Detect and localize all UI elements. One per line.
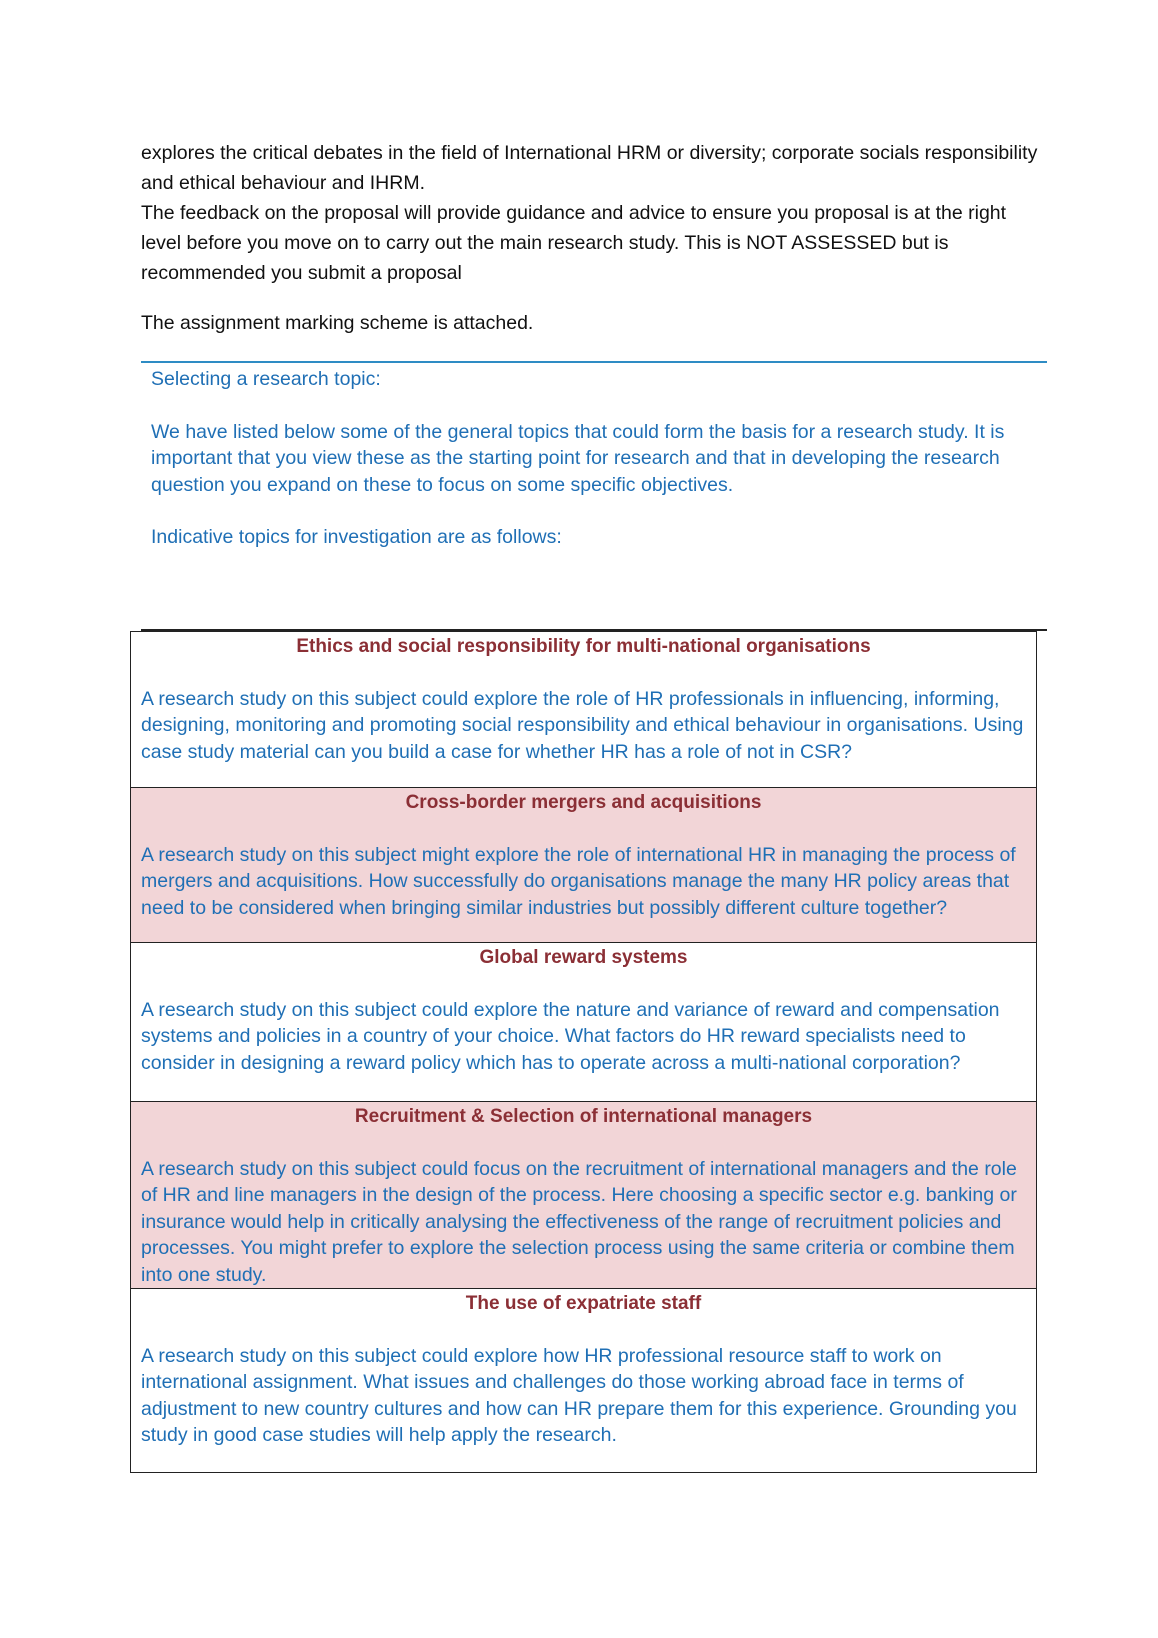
topic-title: Recruitment & Selection of international managers [354, 1106, 813, 1127]
topic-row [131, 1289, 1037, 1473]
topic-description: A research study on this subject could focus on the recruitment of international managers and the role of HR and line managers in the design of the process. Here choosing a specific sector e.g. banking or insurance would help in critically analysing the effectiveness of the range of recruitment policies and processes. You might prefer to explore the selection process using the same criteria or combine them into one study. [141, 1157, 1017, 1286]
topic-title: Cross-border mergers and acquisitions [405, 792, 762, 813]
intro-paragraph-marking-scheme: The assignment marking scheme is attached. [141, 312, 534, 334]
topic-description: A research study on this subject could explore the role of HR professionals in influencing, informing, designing, monitoring and promoting social responsibility and ethical behaviour in organisations. Using case study material can you build a case for whether HR has a role of not in CSR? [141, 687, 1024, 763]
topic-row [131, 943, 1037, 1102]
intro-paragraph-feedback: The feedback on the proposal will provide guidance and advice to ensure you proposal is at the right level before you move on to carry out the main research study. This is NOT ASSESSED but is recommended you submit a proposal [141, 202, 1007, 284]
topic-description: A research study on this subject could explore how HR professional resource staff to work on international assignment. What issues and challenges do those working abroad face in terms of adjustment to new country cultures and how can HR prepare them for this experience. Grounding you study in good case studies will help apply the research. [141, 1344, 1017, 1446]
topic-cell [131, 1102, 1037, 1289]
intro-section [141, 138, 1041, 338]
topic-cell [131, 788, 1037, 943]
intro-paragraph-debates: explores the critical debates in the field of International HRM or diversity; corporate socials responsibility and ethical behaviour and IHRM. [141, 142, 1038, 194]
research-topic-box [141, 361, 1047, 631]
topic-title: Ethics and social responsibility for multi-national organisations [296, 636, 871, 657]
topic-cell [131, 632, 1037, 788]
topic-row [131, 1102, 1037, 1289]
research-topic-heading: Selecting a research topic: [151, 368, 381, 390]
indicative-topics-intro: Indicative topics for investigation are as follows: [151, 526, 562, 548]
topics-table [130, 631, 1037, 1473]
topic-row [131, 788, 1037, 943]
topic-row [131, 632, 1037, 788]
research-topic-description: We have listed below some of the general topics that could form the basis for a research study. It is important that you view these as the starting point for research and that in developing the research question you expand on these to focus on some specific objectives. [151, 420, 1005, 496]
topic-title: The use of expatriate staff [465, 1293, 702, 1314]
topic-cell [131, 943, 1037, 1102]
topic-description: A research study on this subject might explore the role of international HR in managing the process of mergers and acquisitions. How successfully do organisations manage the many HR policy areas that need to be considered when bringing similar industries but possibly different culture together? [141, 843, 1016, 919]
topic-description: A research study on this subject could explore the nature and variance of reward and compensation systems and policies in a country of your choice. What factors do HR reward specialists need to consider in designing a reward policy which has to operate across a multi-national corporation? [141, 998, 1000, 1074]
topic-cell [131, 1289, 1037, 1473]
topic-title: Global reward systems [479, 947, 688, 968]
